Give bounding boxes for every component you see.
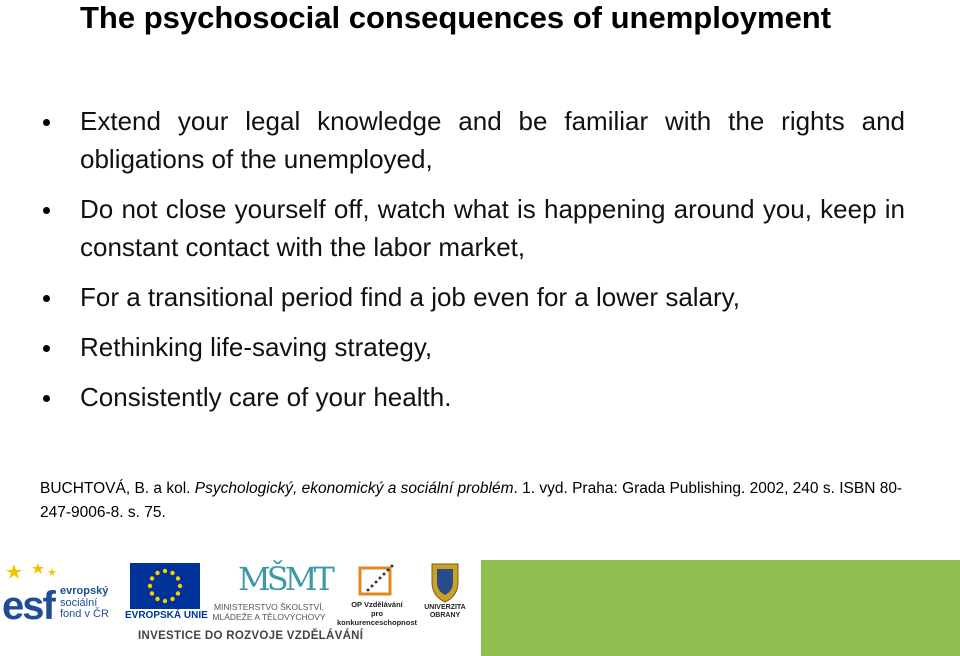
citation-rest: . 1. vyd. Praha: Grada Publishing. 2002, 240 s. ISBN 80-247-9006-8. s. 75. (40, 480, 903, 521)
list-item (40, 328, 905, 366)
bullet-text: Consistently care of your health. (80, 382, 452, 412)
op-emblem-icon (336, 560, 418, 600)
list-item (40, 190, 905, 266)
bullet-dot-icon (43, 295, 50, 302)
op-line: OP Vzdělávání (351, 600, 403, 609)
investice-label: INVESTICE DO ROZVOJE VZDĚLÁVÁNÍ (138, 630, 364, 642)
list-item (40, 378, 905, 416)
esf-line: evropský (60, 585, 109, 597)
eu-label: EVROPSKÁ UNIE (125, 610, 208, 621)
bullet-text: Do not close yourself off, watch what is happening around you, keep in constant contact with the labor market, (80, 194, 905, 262)
list-item (40, 278, 905, 316)
bullet-text: Extend your legal knowledge and be familiar with the rights and obligations of the unemployed, (80, 106, 905, 174)
msmt-mark: MŠMT (238, 560, 331, 598)
eu-flag-icon (130, 563, 200, 609)
bullet-text: For a transitional period find a job even for a lower salary, (80, 282, 740, 312)
msmt-line: MLÁDEŽE A TĚLOVÝCHOVY (212, 612, 326, 622)
uo-line: OBRANY (429, 612, 461, 619)
citation (40, 477, 920, 525)
esf-logo (2, 562, 122, 626)
bullet-text: Rethinking life-saving strategy, (80, 332, 433, 362)
esf-wordmark: esf (2, 584, 54, 628)
page-title: The psychosocial consequences of unemployment (80, 0, 832, 35)
uo-line: UNIVERZITA (424, 604, 466, 611)
msmt-line: MINISTERSTVO ŠKOLSTVÍ, (213, 602, 325, 612)
uo-label (420, 604, 470, 620)
bullet-dot-icon (43, 395, 50, 402)
op-label (336, 600, 418, 627)
msmt-label (208, 602, 330, 622)
citation-title: Psychologický, ekonomický a sociální problém (194, 480, 514, 497)
bullet-dot-icon (43, 119, 50, 126)
footer-green-band (481, 560, 960, 656)
list-item (40, 102, 905, 178)
esf-line: fond v ČR (60, 608, 109, 620)
esf-stars-icon (4, 562, 64, 586)
citation-authors: BUCHTOVÁ, B. a kol. (40, 480, 191, 497)
msmt-logo (208, 560, 330, 620)
esf-line: sociální (60, 597, 98, 609)
eu-stars-icon (130, 563, 200, 609)
univerzita-obrany-logo (420, 560, 470, 622)
op-logo (336, 560, 418, 627)
bullet-list (40, 102, 905, 428)
shield-icon (420, 560, 470, 604)
op-line: pro konkurenceschopnost (336, 609, 418, 627)
bullet-dot-icon (43, 345, 50, 352)
bullet-dot-icon (43, 207, 50, 214)
